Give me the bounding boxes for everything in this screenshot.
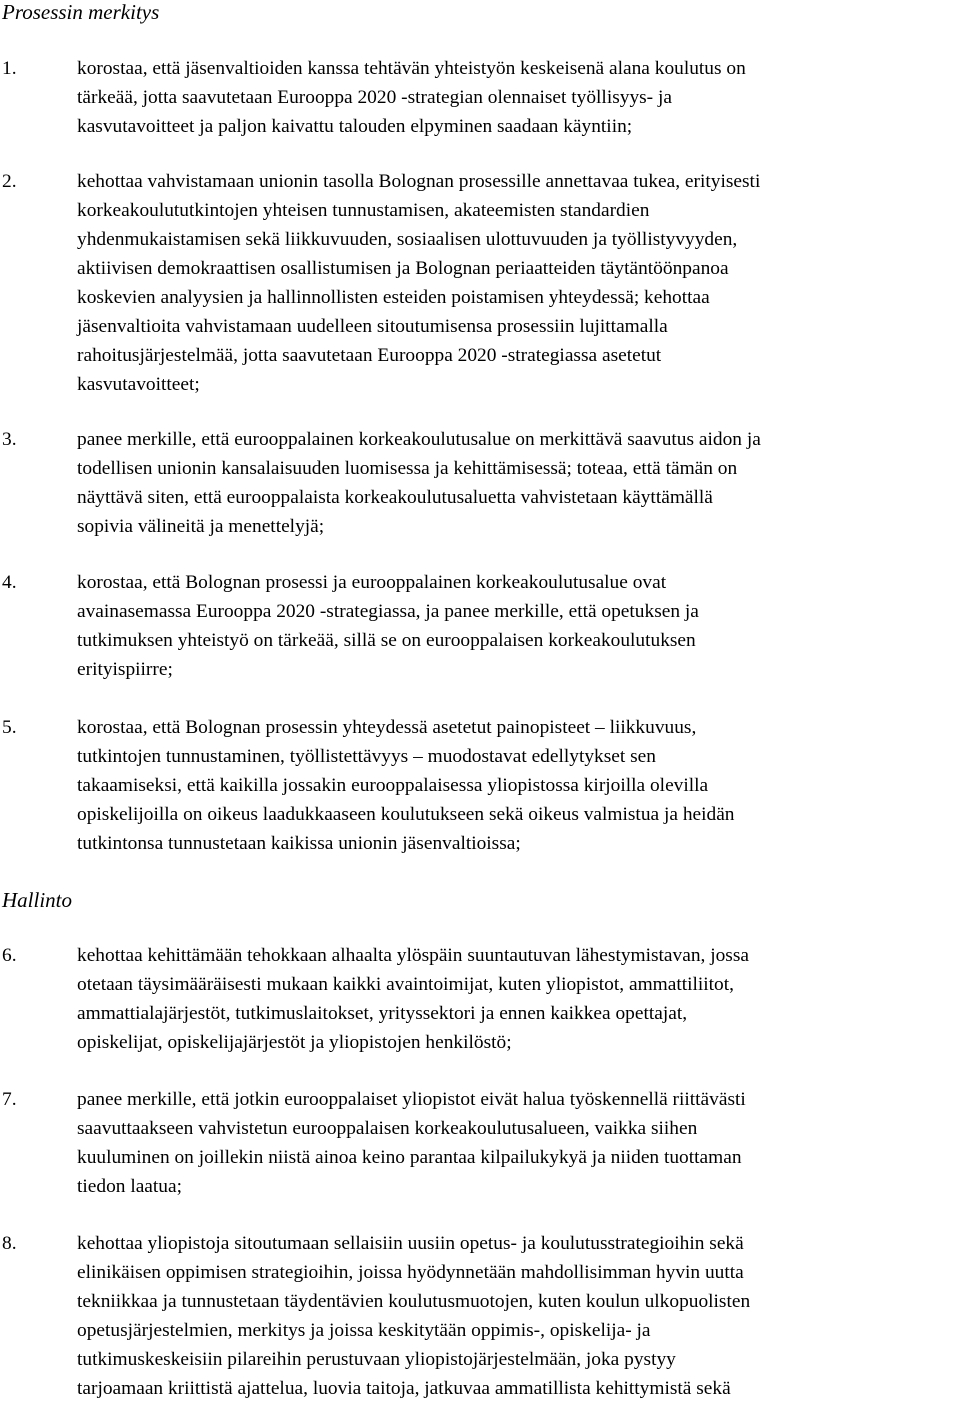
text-line: kehottaa kehittämään tehokkaan alhaalta ylöspäin suuntautuvan lähestymistavan, jossa bbox=[77, 945, 750, 966]
text-line: näyttävä siten, että eurooppalaista korkeakoulutusaluetta vahvistetaan käyttämällä bbox=[77, 487, 713, 508]
paragraph-number: 5. bbox=[2, 717, 17, 738]
paragraph-number: 8. bbox=[2, 1233, 17, 1254]
paragraph-number: 1. bbox=[2, 58, 17, 79]
text-line: sopivia välineitä ja menettelyjä; bbox=[77, 516, 325, 537]
text-line: opiskelijat, opiskelijajärjestöt ja yliopistojen henkilöstö; bbox=[77, 1032, 512, 1053]
text-line: otetaan täysimääräisesti mukaan kaikki avaintoimijat, kuten yliopistot, ammattiliitot, bbox=[77, 974, 734, 995]
text-line: ammattialajärjestöt, tutkimuslaitokset, yrityssektori ja ennen kaikkea opettajat, bbox=[77, 1003, 688, 1024]
text-line: erityispiirre; bbox=[77, 659, 173, 680]
text-line: tekniikkaa ja tunnustetaan täydentävien koulutusmuotojen, kuten koulun ulkopuolisten bbox=[77, 1291, 751, 1312]
text-line: yhdenmukaistamisen sekä liikkuvuuden, sosiaalisen ulottuvuuden ja työllistyvyyden, bbox=[77, 229, 738, 250]
text-line: rahoitusjärjestelmää, jotta saavutetaan Eurooppa 2020 -strategiassa asetetut bbox=[77, 345, 662, 366]
text-line: tarjoamaan kriittistä ajattelua, luovia taitoja, jatkuvaa ammatillista kehittymistä sekä bbox=[77, 1378, 731, 1399]
text-line: kasvutavoitteet; bbox=[77, 374, 200, 395]
text-line: tutkintonsa tunnustetaan kaikissa unionin jäsenvaltioissa; bbox=[77, 833, 521, 854]
text-line: tutkintojen tunnustaminen, työllistettävyys – muodostavat edellytykset sen bbox=[77, 746, 656, 767]
text-line: kehottaa vahvistamaan unionin tasolla Bolognan prosessille annettavaa tukea, erityisesti bbox=[77, 171, 761, 192]
text-line: panee merkille, että eurooppalainen korkeakoulutusalue on merkittävä saavutus aidon ja bbox=[77, 429, 761, 450]
text-line: todellisen unionin kansalaisuuden luomisessa ja kehittämisessä; toteaa, että tämän on bbox=[77, 458, 738, 479]
text-line: korostaa, että jäsenvaltioiden kanssa tehtävän yhteistyön keskeisenä alana koulutus on bbox=[77, 58, 746, 79]
text-line: opetusjärjestelmien, merkitys ja joissa keskitytään oppimis-, opiskelija- ja bbox=[77, 1320, 651, 1341]
text-line: korostaa, että Bolognan prosessin yhteydessä asetetut painopisteet – liikkuvuus, bbox=[77, 717, 697, 738]
text-line: elinikäisen oppimisen strategioihin, joissa hyödynnetään mahdollisimman hyvin uutta bbox=[77, 1262, 744, 1283]
paragraph-number: 6. bbox=[2, 945, 17, 966]
paragraph-text bbox=[77, 54, 960, 141]
text-line: takaamiseksi, että kaikilla jossakin eurooppalaisessa yliopistossa kirjoilla olevilla bbox=[77, 775, 709, 796]
text-line: panee merkille, että jotkin eurooppalaiset yliopistot eivät halua työskennellä riittävästi bbox=[77, 1089, 746, 1110]
paragraph-number: 4. bbox=[2, 572, 17, 593]
text-line: koskevien analyysien ja hallinnollisten esteiden poistamisen yhteydessä; kehottaa bbox=[77, 287, 710, 308]
text-line: korostaa, että Bolognan prosessi ja eurooppalainen korkeakoulutusalue ovat bbox=[77, 572, 667, 593]
text-line: aktiivisen demokraattisen osallistumisen ja Bolognan periaatteiden täytäntöönpanoa bbox=[77, 258, 729, 279]
text-line: kuuluminen on joillekin niistä ainoa keino parantaa kilpailukykyä ja niiden tuottaman bbox=[77, 1147, 742, 1168]
text-line: tutkimuskeskeisiin pilareihin perustuvaan yliopistojärjestelmään, joka pystyy bbox=[77, 1349, 676, 1370]
paragraph-text bbox=[77, 1085, 960, 1201]
section-heading-prosessin-merkitys: Prosessin merkitys bbox=[2, 0, 160, 24]
text-line: saavuttaakseen vahvistetun eurooppalaisen korkeakoulutusalueen, vaikka siihen bbox=[77, 1118, 698, 1139]
paragraph-text bbox=[77, 1229, 960, 1403]
text-line: kehottaa yliopistoja sitoutumaan sellaisiin uusiin opetus- ja koulutusstrategioihin sekä bbox=[77, 1233, 744, 1254]
text-line: tiedon laatua; bbox=[77, 1176, 182, 1197]
text-line: kasvutavoitteet ja paljon kaivattu talouden elpyminen saadaan käyntiin; bbox=[77, 116, 633, 137]
paragraph-number: 3. bbox=[2, 429, 17, 450]
text-line: avainasemassa Eurooppa 2020 -strategiassa, ja panee merkille, että opetuksen ja bbox=[77, 601, 699, 622]
paragraph-number: 2. bbox=[2, 171, 17, 192]
paragraph-text bbox=[77, 167, 960, 399]
paragraph-text bbox=[77, 568, 960, 684]
paragraph-text bbox=[77, 713, 960, 858]
text-line: jäsenvaltioita vahvistamaan uudelleen sitoutumisensa prosessiin lujittamalla bbox=[77, 316, 668, 337]
section-heading-hallinto: Hallinto bbox=[2, 888, 73, 912]
text-line: korkeakoulututkintojen yhteisen tunnustamisen, akateemisten standardien bbox=[77, 200, 650, 221]
paragraph-text bbox=[77, 941, 960, 1057]
text-line: tutkimuksen yhteistyö on tärkeää, sillä se on eurooppalaisen korkeakoulutuksen bbox=[77, 630, 696, 651]
paragraph-number: 7. bbox=[2, 1089, 17, 1110]
text-line: opiskelijoilla on oikeus laadukkaaseen koulutukseen sekä oikeus valmistua ja heidän bbox=[77, 804, 735, 825]
text-line: tärkeää, jotta saavutetaan Eurooppa 2020 -strategian olennaiset työllisyys- ja bbox=[77, 87, 672, 108]
paragraph-text bbox=[77, 425, 960, 541]
